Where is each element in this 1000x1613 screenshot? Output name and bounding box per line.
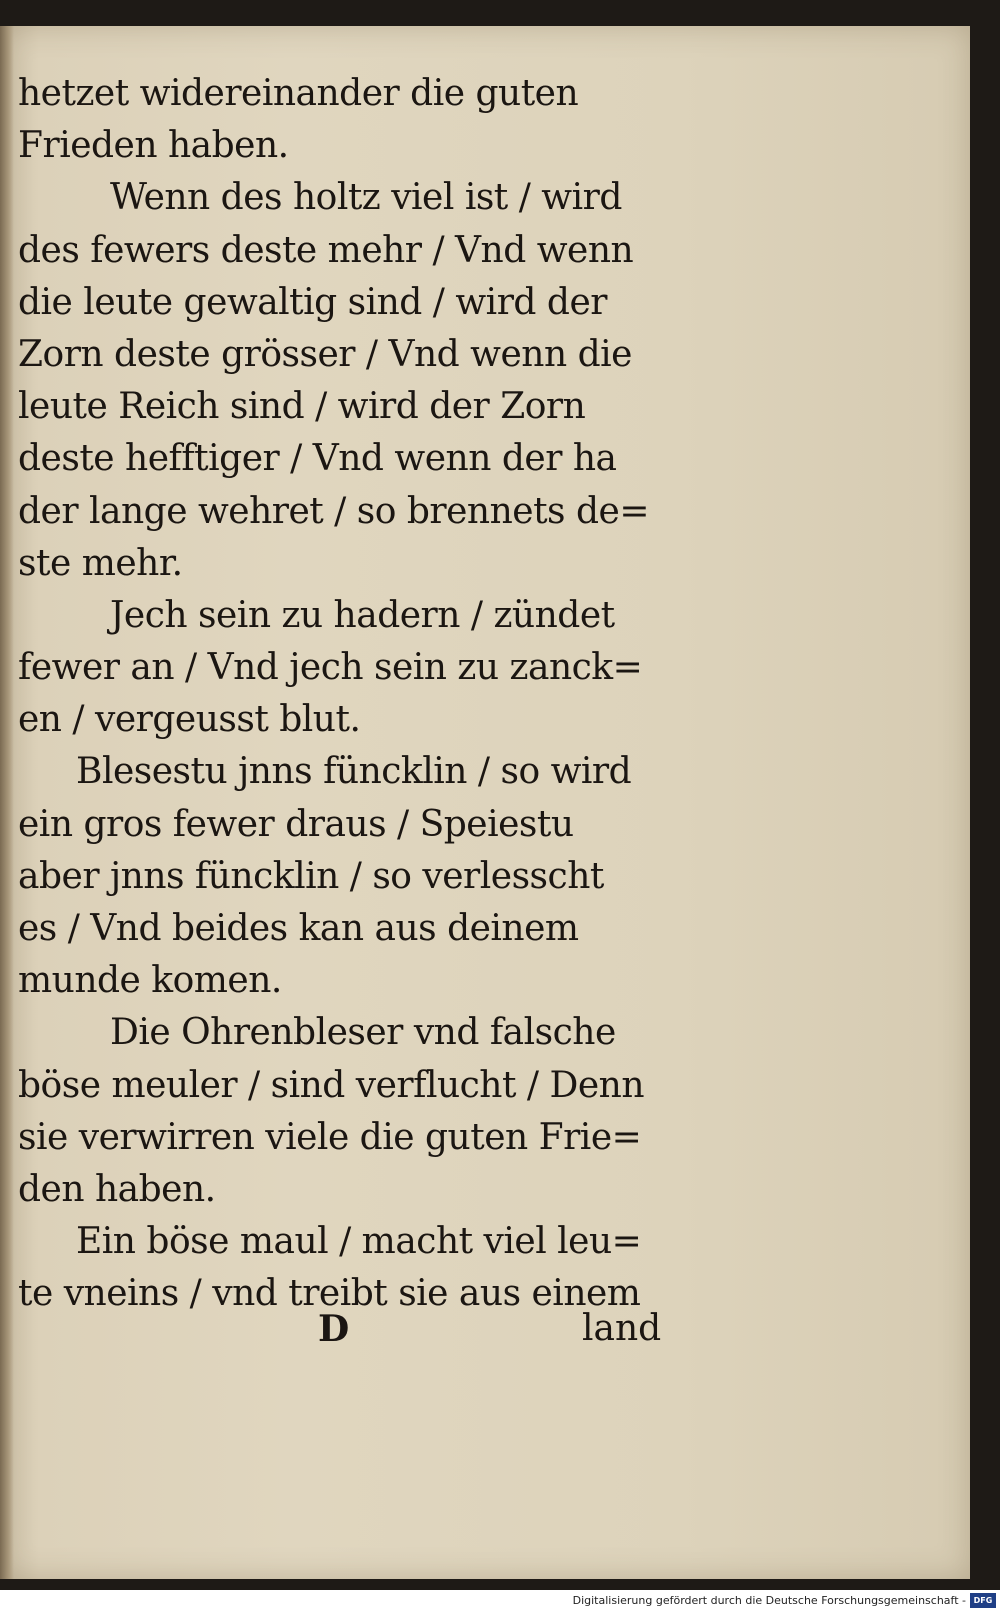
text-line: aber jnns füncklin / so verlesscht: [18, 855, 604, 897]
text-line: Die Ohrenbleser vnd falsche: [110, 1012, 616, 1054]
signature-mark: D: [318, 1308, 350, 1350]
footer-credit: Digitalisierung gefördert durch die Deutsche Forschungsgemeinschaft -: [572, 1594, 966, 1607]
text-line: ste mehr.: [18, 542, 183, 584]
text-line: Zorn deste grösser / Vnd wenn die: [18, 333, 632, 375]
text-line: Blesestu jnns füncklin / so wird: [76, 751, 632, 793]
text-line: Ein böse maul / macht viel leu=: [76, 1221, 642, 1263]
text-line: munde komen.: [18, 960, 282, 1002]
text-line: es / Vnd beides kan aus deinem: [18, 908, 579, 949]
text-line: des fewers deste mehr / Vnd wenn: [18, 229, 634, 271]
text-line: leute Reich sind / wird der Zorn: [18, 386, 586, 428]
text-line: böse meuler / sind verflucht / Denn: [18, 1064, 645, 1106]
catchword-line: [0, 1300, 720, 1360]
text-line: sie verwirren viele die guten Frie=: [18, 1116, 642, 1158]
text-line: den haben.: [18, 1168, 216, 1210]
text-line: der lange wehret / so brennets de=: [18, 490, 649, 532]
text-line: Jech sein zu hadern / zündet: [110, 594, 615, 636]
text-line: Wenn des holtz viel ist / wird: [110, 177, 622, 219]
dfg-logo-icon: DFG: [970, 1593, 996, 1608]
footer-bar: [0, 1590, 1000, 1613]
text-line: Frieden haben.: [18, 125, 289, 167]
catchword: land: [582, 1308, 662, 1349]
text-line: te vneins / vnd treibt sie aus einem: [18, 1273, 641, 1315]
text-line: ein gros fewer draus / Speiestu: [18, 803, 574, 845]
text-line: die leute gewaltig sind / wird der: [18, 281, 607, 323]
text-line: fewer an / Vnd jech sein zu zanck=: [18, 647, 643, 689]
text-line: deste hefftiger / Vnd wenn der ha: [18, 438, 617, 480]
text-line: en / vergeusst blut.: [18, 699, 361, 741]
text-line: hetzet widereinander die guten: [18, 73, 579, 114]
page-text-block: [18, 68, 718, 1321]
